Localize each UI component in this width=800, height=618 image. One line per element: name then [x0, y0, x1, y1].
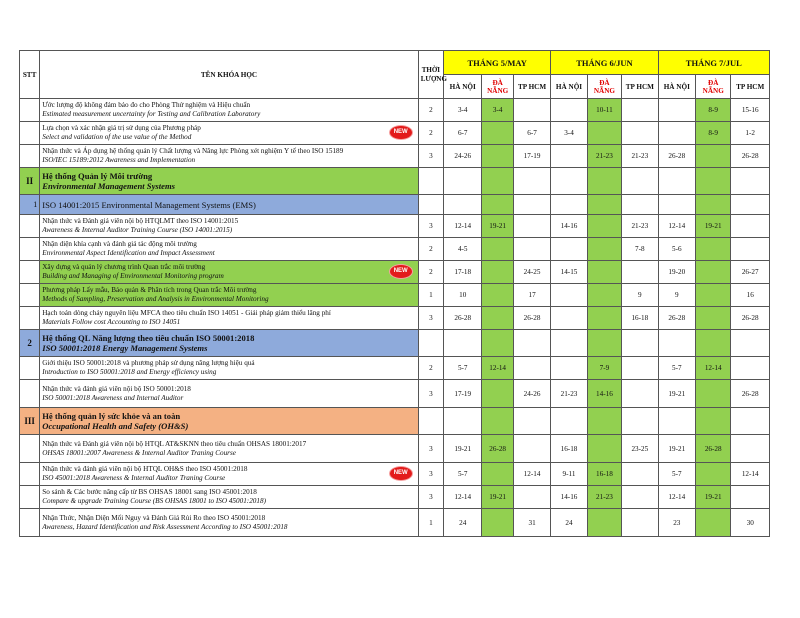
empty-cell: [731, 195, 770, 215]
schedule-cell: 21-23: [587, 145, 621, 168]
schedule-cell: [513, 435, 550, 463]
course-duration: 3: [418, 215, 443, 238]
schedule-cell: 21-23: [551, 380, 587, 408]
new-badge: NEW: [390, 126, 412, 139]
schedule-cell: 17-19: [513, 145, 550, 168]
row-stt: [20, 99, 40, 122]
header-month-jul: THÁNG 7/JUL: [658, 51, 769, 75]
schedule-cell: 23: [658, 509, 695, 537]
schedule-cell: [696, 380, 731, 408]
empty-cell: [696, 408, 731, 435]
empty-cell: [513, 195, 550, 215]
schedule-cell: [587, 238, 621, 261]
schedule-cell: 24-26: [444, 145, 482, 168]
course-name: [40, 122, 418, 145]
course-name: [40, 215, 418, 238]
schedule-cell: 19-21: [696, 486, 731, 509]
schedule-cell: 5-7: [444, 463, 482, 486]
section-row: [20, 408, 770, 435]
section-title-en: ISO 50001:2018 Energy Management Systems: [42, 343, 208, 353]
schedule-cell: 5-7: [658, 463, 695, 486]
schedule-cell: 19-20: [658, 261, 695, 284]
schedule-cell: 8-9: [696, 99, 731, 122]
course-duration: 2: [418, 261, 443, 284]
empty-cell: [587, 168, 621, 195]
course-duration: 3: [418, 380, 443, 408]
empty-cell: [696, 168, 731, 195]
schedule-cell: [696, 284, 731, 307]
empty-cell: [551, 168, 587, 195]
section-title: [40, 168, 418, 195]
schedule-cell: [731, 486, 770, 509]
schedule-cell: [551, 357, 587, 380]
empty-cell: [587, 195, 621, 215]
course-duration: 3: [418, 435, 443, 463]
empty-cell: [622, 330, 658, 357]
header-danang: ĐÀ NẴNG: [696, 75, 731, 99]
subsection-number: 1: [20, 195, 40, 215]
empty-cell: [444, 408, 482, 435]
schedule-cell: 26-28: [658, 145, 695, 168]
schedule-cell: [482, 238, 513, 261]
course-name: [40, 357, 418, 380]
schedule-cell: [482, 380, 513, 408]
schedule-cell: [622, 463, 658, 486]
empty-cell: [551, 330, 587, 357]
schedule-cell: 26-28: [731, 307, 770, 330]
new-badge: NEW: [390, 467, 412, 480]
header-danang: ĐÀ NẴNG: [482, 75, 513, 99]
empty-cell: [622, 408, 658, 435]
empty-cell: [658, 195, 695, 215]
schedule-cell: 19-21: [658, 380, 695, 408]
schedule-cell: [731, 435, 770, 463]
course-duration: 3: [418, 463, 443, 486]
course-duration: 3: [418, 307, 443, 330]
schedule-cell: 24: [551, 509, 587, 537]
empty-cell: [622, 168, 658, 195]
course-row: [20, 435, 770, 463]
course-name-vn: Nhận thức và đánh giá viên nội bộ ISO 50001:2018: [42, 384, 191, 393]
schedule-cell: 9-11: [551, 463, 587, 486]
schedule-cell: 14-16: [551, 486, 587, 509]
course-row: [20, 307, 770, 330]
schedule-cell: [696, 463, 731, 486]
schedule-cell: 3-4: [482, 99, 513, 122]
course-name-vn: Hạch toán dòng chảy nguyên liệu MFCA theo tiêu chuẩn ISO 14051 - Giải pháp giảm thiểu lãng phí: [42, 309, 331, 317]
schedule-cell: [587, 261, 621, 284]
header-course-name: TÊN KHÓA HỌC: [40, 51, 418, 99]
schedule-table: [19, 50, 770, 537]
course-duration: 2: [418, 238, 443, 261]
row-stt: [20, 357, 40, 380]
course-name-vn: Nhận diện khía cạnh và đánh giá tác động môi trường: [42, 240, 197, 248]
schedule-cell: 16: [731, 284, 770, 307]
schedule-cell: [513, 357, 550, 380]
empty-cell: [622, 195, 658, 215]
schedule-cell: 31: [513, 509, 550, 537]
course-row: [20, 380, 770, 408]
header-hcm: TP HCM: [731, 75, 770, 99]
course-name-en: Methods of Sampling, Preservation and Analysis in Environmental Monitoring: [42, 295, 269, 303]
schedule-cell: 14-15: [551, 261, 587, 284]
section-title-vn: Hệ thống Quản lý Môi trường: [42, 171, 153, 181]
empty-cell: [696, 330, 731, 357]
schedule-cell: 17-18: [444, 261, 482, 284]
course-name: [40, 509, 418, 537]
schedule-cell: 16-18: [587, 463, 621, 486]
schedule-cell: [587, 509, 621, 537]
header-month-may: THÁNG 5/MAY: [444, 51, 551, 75]
row-stt: [20, 238, 40, 261]
course-row: [20, 215, 770, 238]
empty-cell: [658, 408, 695, 435]
schedule-cell: 12-14: [444, 486, 482, 509]
course-row: [20, 238, 770, 261]
empty-cell: [731, 168, 770, 195]
schedule-cell: 24-26: [513, 380, 550, 408]
schedule-cell: 21-23: [622, 145, 658, 168]
empty-cell: [444, 168, 482, 195]
schedule-cell: [551, 307, 587, 330]
schedule-cell: [482, 463, 513, 486]
schedule-cell: 12-14: [731, 463, 770, 486]
empty-cell: [444, 195, 482, 215]
row-stt: [20, 284, 40, 307]
empty-cell: [731, 408, 770, 435]
schedule-cell: [622, 380, 658, 408]
course-duration: 3: [418, 145, 443, 168]
row-stt: [20, 380, 40, 408]
schedule-cell: [551, 145, 587, 168]
schedule-cell: 30: [731, 509, 770, 537]
course-name-en: ISO/IEC 15189:2012 Awareness and Implementation: [42, 156, 196, 164]
schedule-cell: [658, 122, 695, 145]
empty-cell: [418, 330, 443, 357]
schedule-cell: 19-21: [444, 435, 482, 463]
schedule-cell: [731, 238, 770, 261]
header-hanoi: HÀ NỘI: [658, 75, 695, 99]
schedule-cell: [482, 261, 513, 284]
empty-cell: [513, 168, 550, 195]
course-name-vn: Phương pháp Lấy mẫu, Bảo quản & Phân tích trong Quan trắc Môi trường: [42, 286, 257, 294]
row-stt: [20, 215, 40, 238]
header-danang: ĐÀ NẴNG: [587, 75, 621, 99]
schedule-cell: 26-28: [513, 307, 550, 330]
schedule-cell: 19-21: [696, 215, 731, 238]
course-name: [40, 238, 418, 261]
course-name: [40, 99, 418, 122]
course-name-vn: Nhận thức và Đánh giá viên nội bộ HTQLMT theo ISO 14001:2015: [42, 217, 239, 225]
schedule-cell: [513, 215, 550, 238]
course-duration: 2: [418, 357, 443, 380]
schedule-cell: 26-27: [731, 261, 770, 284]
schedule-cell: 16-18: [622, 307, 658, 330]
empty-cell: [418, 408, 443, 435]
schedule-cell: [731, 215, 770, 238]
schedule-cell: [551, 99, 587, 122]
course-row: [20, 509, 770, 537]
course-name-en: ISO 50001:2018 Awareness and Internal Auditor: [42, 393, 184, 402]
schedule-cell: [551, 238, 587, 261]
header-duration: THỜI LƯỢNG: [418, 51, 443, 99]
empty-cell: [482, 195, 513, 215]
schedule-cell: 21-23: [622, 215, 658, 238]
course-name-en: Introduction to ISO 50001:2018 and Energy efficiency using: [42, 368, 217, 376]
schedule-cell: 26-28: [658, 307, 695, 330]
schedule-cell: [696, 509, 731, 537]
schedule-cell: [696, 307, 731, 330]
section-number: III: [20, 408, 40, 435]
schedule-cell: 12-14: [444, 215, 482, 238]
schedule-cell: 3-4: [551, 122, 587, 145]
course-name: [40, 486, 418, 509]
course-name-en: Materials Follow cost Accounting to ISO 14051: [42, 318, 181, 326]
empty-cell: [551, 195, 587, 215]
course-row: [20, 122, 770, 145]
empty-cell: [444, 330, 482, 357]
course-row: [20, 261, 770, 284]
course-name-en: OHSAS 18001:2007 Awareness & Internal Auditor Traning Course: [42, 448, 236, 457]
course-name-vn: Nhận Thức, Nhận Diện Mối Nguy và Đánh Giá Rủi Ro theo ISO 45001:2018: [42, 513, 266, 522]
empty-cell: [551, 408, 587, 435]
course-duration: 3: [418, 486, 443, 509]
course-name-en: ISO 45001:2018 Awareness & Internal Auditor Traning Course: [42, 474, 226, 482]
section-number: II: [20, 168, 40, 195]
section-title-vn: Hệ thống QL Năng lượng theo tiêu chuẩn ISO 50001:2018: [42, 333, 255, 343]
schedule-cell: 12-14: [658, 486, 695, 509]
schedule-cell: 16-18: [551, 435, 587, 463]
schedule-cell: 26-28: [731, 145, 770, 168]
schedule-cell: [622, 509, 658, 537]
course-row: [20, 99, 770, 122]
schedule-cell: [731, 357, 770, 380]
schedule-cell: 15-16: [731, 99, 770, 122]
course-name-en: Awareness, Hazard Identification and Risk Assessment According to ISO 45001:2018: [42, 522, 288, 531]
course-duration: 2: [418, 99, 443, 122]
course-duration: 1: [418, 284, 443, 307]
course-row: [20, 145, 770, 168]
schedule-cell: 17-19: [444, 380, 482, 408]
row-stt: [20, 463, 40, 486]
schedule-cell: 4-5: [444, 238, 482, 261]
course-name-en: Compare & upgrade Training Course (BS OHSAS 18001 to ISO 45001:2018): [42, 497, 266, 505]
row-stt: [20, 307, 40, 330]
schedule-cell: 5-7: [658, 357, 695, 380]
schedule-cell: 14-16: [551, 215, 587, 238]
schedule-cell: [587, 284, 621, 307]
course-row: [20, 357, 770, 380]
course-name: [40, 435, 418, 463]
section-number: 2: [20, 330, 40, 357]
section-title-en: Environmental Management Systems: [42, 181, 175, 191]
schedule-cell: 19-21: [482, 215, 513, 238]
course-name-vn: So sánh & Các bước nâng cấp từ BS OHSAS 18001 sang ISO 45001:2018: [42, 488, 257, 496]
section-title-vn: Hệ thống quản lý sức khỏe và an toàn: [42, 411, 181, 421]
row-stt: [20, 145, 40, 168]
schedule-cell: [513, 99, 550, 122]
schedule-cell: [587, 307, 621, 330]
course-name-en: Building and Managing of Environmental Monitoring program: [42, 272, 224, 280]
schedule-cell: 10: [444, 284, 482, 307]
schedule-cell: [513, 486, 550, 509]
schedule-cell: 26-28: [482, 435, 513, 463]
section-title: [40, 330, 418, 357]
row-stt: [20, 486, 40, 509]
schedule-cell: 12-14: [482, 357, 513, 380]
row-stt: [20, 122, 40, 145]
schedule-cell: 7-8: [622, 238, 658, 261]
empty-cell: [696, 195, 731, 215]
course-row: [20, 284, 770, 307]
schedule-cell: 7-9: [587, 357, 621, 380]
header-stt: STT: [20, 51, 40, 99]
section-title-en: Occupational Health and Safety (OH&S): [42, 421, 189, 431]
empty-cell: [731, 330, 770, 357]
header-hcm: TP HCM: [513, 75, 550, 99]
header-hanoi: HÀ NỘI: [551, 75, 587, 99]
course-name-en: Select and validation of the use value of the Method: [42, 133, 192, 141]
section-title: [40, 408, 418, 435]
schedule-cell: 12-14: [696, 357, 731, 380]
schedule-cell: 9: [658, 284, 695, 307]
empty-cell: [418, 195, 443, 215]
schedule-cell: 26-28: [731, 380, 770, 408]
empty-cell: [513, 330, 550, 357]
schedule-cell: 1-2: [731, 122, 770, 145]
header-month-jun: THÁNG 6/JUN: [551, 51, 658, 75]
schedule-cell: 24: [444, 509, 482, 537]
course-name-vn: Nhận thức và Đánh giá viên nội bộ HTQL AT&SKNN theo tiêu chuẩn OHSAS 18001:2017: [42, 439, 307, 448]
course-name-en: Awareness & Internal Auditor Training Course (ISO 14001:2015): [42, 226, 233, 234]
schedule-cell: [551, 284, 587, 307]
schedule-cell: 26-28: [444, 307, 482, 330]
section-row: [20, 330, 770, 357]
course-name: [40, 145, 418, 168]
schedule-cell: [482, 145, 513, 168]
schedule-cell: [622, 357, 658, 380]
schedule-cell: 5-6: [658, 238, 695, 261]
schedule-cell: [622, 122, 658, 145]
course-name-vn: Xây dựng và quản lý chương trình Quan trắc môi trường: [42, 263, 206, 271]
course-name-vn: Giới thiệu ISO 50001:2018 và phương pháp sử dụng năng lượng hiệu quả: [42, 359, 255, 367]
schedule-cell: [482, 284, 513, 307]
schedule-cell: [622, 99, 658, 122]
schedule-cell: 19-21: [658, 435, 695, 463]
schedule-cell: 10-11: [587, 99, 621, 122]
course-name: [40, 380, 418, 408]
course-name: [40, 261, 418, 284]
section-row: [20, 168, 770, 195]
row-stt: [20, 435, 40, 463]
course-row: [20, 463, 770, 486]
schedule-cell: 21-23: [587, 486, 621, 509]
empty-cell: [658, 168, 695, 195]
schedule-cell: 6-7: [513, 122, 550, 145]
empty-cell: [658, 330, 695, 357]
schedule-cell: 5-7: [444, 357, 482, 380]
schedule-cell: 23-25: [622, 435, 658, 463]
schedule-cell: 12-14: [513, 463, 550, 486]
header-hcm: TP HCM: [622, 75, 658, 99]
schedule-cell: [587, 215, 621, 238]
empty-cell: [482, 408, 513, 435]
course-duration: 1: [418, 509, 443, 537]
schedule-cell: 3-4: [444, 99, 482, 122]
schedule-cell: [482, 509, 513, 537]
schedule-cell: [622, 486, 658, 509]
schedule-cell: 12-14: [658, 215, 695, 238]
schedule-cell: [587, 435, 621, 463]
schedule-cell: [482, 307, 513, 330]
course-row: [20, 486, 770, 509]
schedule-cell: [696, 261, 731, 284]
schedule-cell: 17: [513, 284, 550, 307]
course-name-vn: Nhận thức và Áp dụng hệ thống quản lý Chất lượng và Năng lực Phòng xét nghiệm Y tế theo ISO 15189: [42, 147, 344, 155]
course-name-vn: Ước lượng độ không đảm bảo đo cho Phòng Thử nghiệm và Hiệu chuẩn: [42, 101, 251, 109]
schedule-cell: 6-7: [444, 122, 482, 145]
schedule-cell: [482, 122, 513, 145]
schedule-cell: [622, 261, 658, 284]
course-name-vn: Nhận thức và đánh giá viên nội bộ HTQL OH&S theo ISO 45001:2018: [42, 465, 248, 473]
schedule-cell: [513, 238, 550, 261]
schedule-cell: 14-16: [587, 380, 621, 408]
empty-cell: [482, 330, 513, 357]
empty-cell: [587, 330, 621, 357]
course-name: [40, 284, 418, 307]
course-name: [40, 307, 418, 330]
empty-cell: [513, 408, 550, 435]
empty-cell: [418, 168, 443, 195]
schedule-cell: 19-21: [482, 486, 513, 509]
header-hanoi: HÀ NỘI: [444, 75, 482, 99]
schedule-cell: [696, 238, 731, 261]
schedule-cell: 26-28: [696, 435, 731, 463]
course-name-vn: Lựa chọn và xác nhận giá trị sử dụng của Phương pháp: [42, 124, 201, 132]
schedule-cell: 8-9: [696, 122, 731, 145]
schedule-cell: [696, 145, 731, 168]
course-name-en: Estimated measurement uncertainty for Testing and Calibration Laboratory: [42, 110, 261, 118]
subsection-title: ISO 14001:2015 Environmental Management Systems (EMS): [40, 195, 418, 215]
schedule-cell: 24-25: [513, 261, 550, 284]
empty-cell: [587, 408, 621, 435]
course-duration: 2: [418, 122, 443, 145]
new-badge: NEW: [390, 265, 412, 278]
row-stt: [20, 261, 40, 284]
course-name: [40, 463, 418, 486]
subsection-row: [20, 195, 770, 215]
row-stt: [20, 509, 40, 537]
schedule-cell: [587, 122, 621, 145]
course-name-en: Environmental Aspect Identification and Impact Assessment: [42, 249, 215, 257]
schedule-cell: 9: [622, 284, 658, 307]
empty-cell: [482, 168, 513, 195]
schedule-cell: [658, 99, 695, 122]
